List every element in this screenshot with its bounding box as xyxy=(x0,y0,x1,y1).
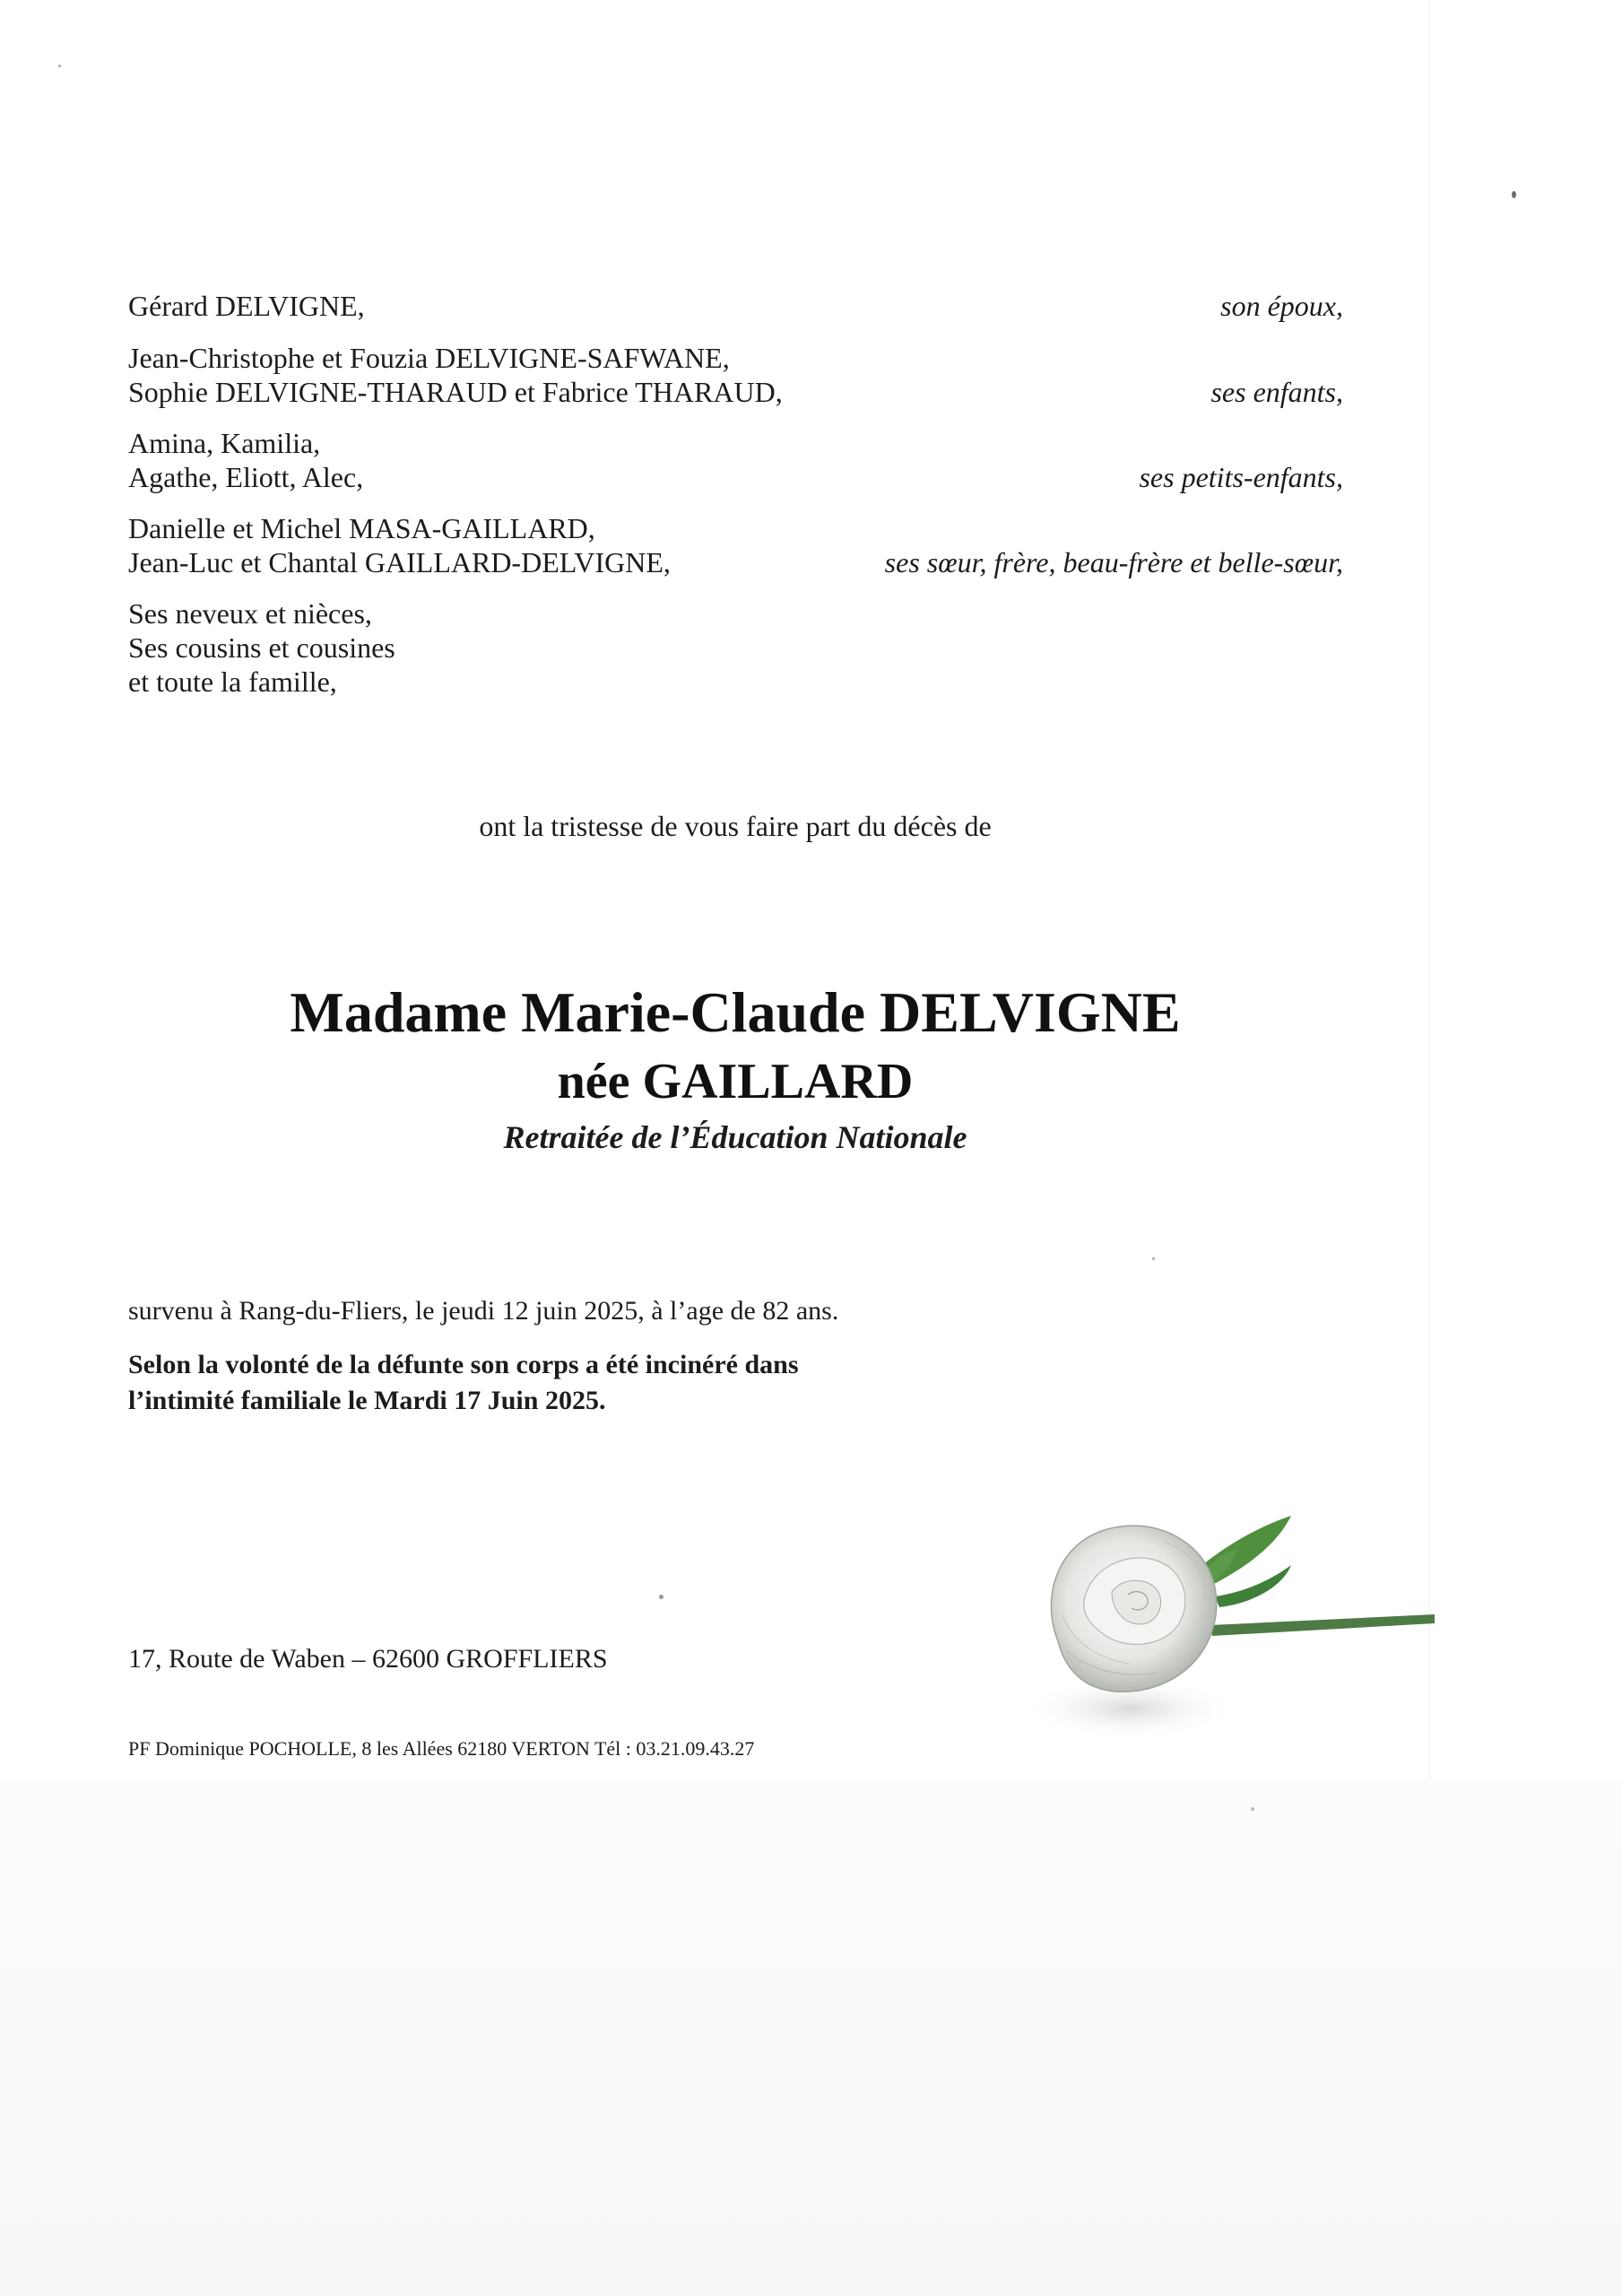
white-rose-icon xyxy=(1022,1489,1435,1758)
cremation-line: Selon la volonté de la défunte son corps a été incinéré dans xyxy=(128,1350,799,1379)
family-names xyxy=(128,596,395,699)
family-entry-grandchildren xyxy=(128,426,1343,494)
announcement-text: ont la tristesse de vous faire part du décès de xyxy=(479,810,992,842)
family-name-line: Agathe, Eliott, Alec, xyxy=(128,461,364,493)
deceased-name: Madame Marie-Claude DELVIGNE xyxy=(290,980,1181,1044)
scan-speck xyxy=(659,1595,664,1599)
family-names xyxy=(128,289,365,323)
family-role: ses sœur, frère, beau-frère et belle-sœur, xyxy=(884,546,1343,578)
family-name-line: Jean-Luc et Chantal GAILLARD-DELVIGNE, xyxy=(128,546,671,578)
death-details: survenu à Rang-du-Fliers, le jeudi 12 juin 2025, à l’age de 82 ans. xyxy=(128,1296,839,1326)
family-name-line: Danielle et Michel MASA-GAILLARD, xyxy=(128,512,595,544)
funeral-home-info: PF Dominique POCHOLLE, 8 les Allées 62180 VERTON Tél : 03.21.09.43.27 xyxy=(128,1737,755,1760)
family-name-line: Ses neveux et nièces, xyxy=(128,597,372,630)
family-role: ses enfants, xyxy=(1210,376,1343,408)
family-name-line: Amina, Kamilia, xyxy=(128,427,321,459)
maiden-name: née GAILLARD xyxy=(557,1054,914,1109)
cremation-line: l’intimité familiale le Mardi 17 Juin 2025. xyxy=(128,1386,606,1415)
family-name-line: Sophie DELVIGNE-THARAUD et Fabrice THARAUD, xyxy=(128,376,783,408)
family-entry-children xyxy=(128,341,1343,409)
scan-speck xyxy=(1152,1257,1155,1260)
address: 17, Route de Waben – 62600 GROFFLIERS xyxy=(128,1644,608,1674)
family-names xyxy=(128,341,783,409)
family-names xyxy=(128,511,671,579)
family-entry-extended xyxy=(128,596,1343,699)
scan-speck xyxy=(58,65,61,67)
family-entry-spouse xyxy=(128,289,1343,323)
family-name-line: Gérard DELVIGNE, xyxy=(128,290,365,322)
family-name-line: Ses cousins et cousines xyxy=(128,631,395,664)
scan-speck xyxy=(1512,191,1516,198)
family-name-line: et toute la famille, xyxy=(128,665,337,698)
cremation-notice xyxy=(128,1347,799,1419)
family-names xyxy=(128,426,363,494)
scan-margin xyxy=(0,1780,1622,2296)
family-role: ses petits-enfants, xyxy=(1139,461,1343,493)
scan-speck xyxy=(1251,1807,1254,1811)
family-entry-siblings xyxy=(128,511,1343,579)
deceased-profession: Retraitée de l’Éducation Nationale xyxy=(503,1119,967,1155)
family-name-line: Jean-Christophe et Fouzia DELVIGNE-SAFWANE, xyxy=(128,342,730,374)
family-role: son époux, xyxy=(1220,290,1343,322)
